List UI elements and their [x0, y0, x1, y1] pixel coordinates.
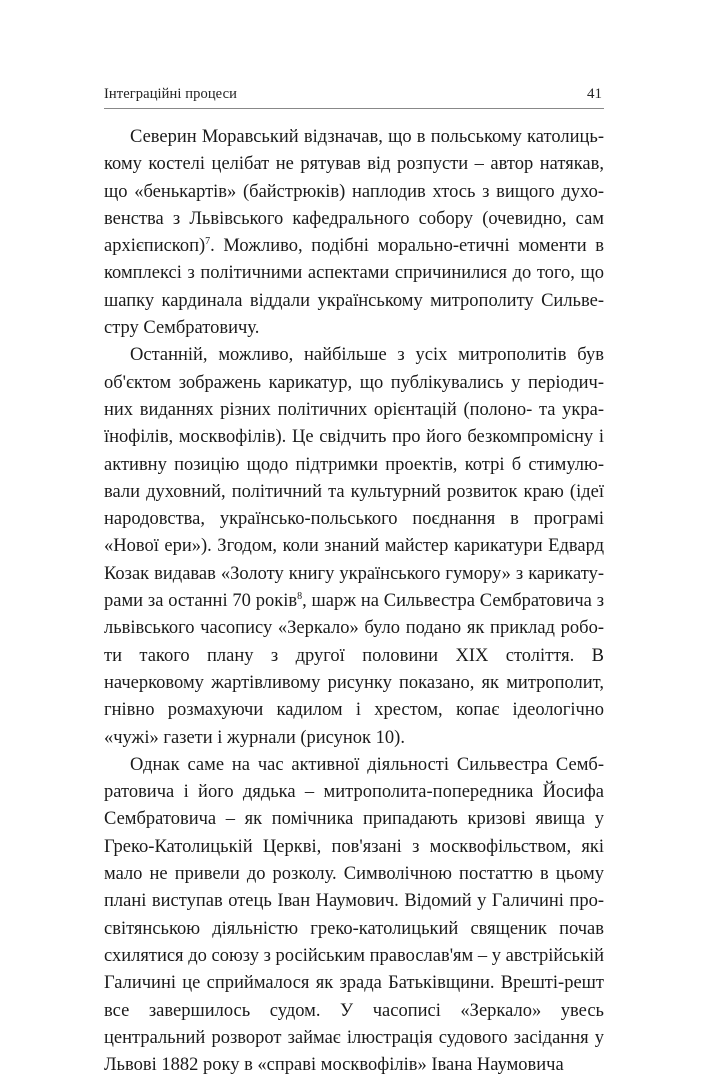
paragraph-2 — [104, 342, 604, 751]
body-text — [104, 124, 604, 1079]
paragraph-1 — [104, 124, 604, 342]
footnote-ref-7: 7 — [205, 236, 211, 248]
paragraph-1-text-b: . Можливо, подібні морально-етичні моменти в комплексі з політичними аспектами спричинилися до того, що шапку кардинала віддали українському митрополиту Сильвестру Сембратовичу. — [104, 236, 604, 339]
running-header — [104, 84, 604, 109]
page-number: 41 — [587, 86, 602, 102]
paragraph-2-text-b: , шарж на Сильвестра Сембратовича з львівського часопису «Зеркало» було подано як приклад роботи такого плану з другої половини ХІХ століття. В начерковому жартівливому рисунку показано, як митрополит, гнівно розмахуючи кадилом і хрестом, копає ідеологічно «чужі» газети і журнали (рисунок 10). — [104, 591, 604, 748]
paragraph-3-text: Однак саме на час активної діяльності Сильвестра Сембратовича і його дядька – митрополита-попередника Йосифа Сембратовича – як помічника припадають кризові явища у Греко-Католицькій Церкві, пов'язані з москвофільством, які мало не привели до розколу. Символічною постаттю в цьому плані виступав отець Іван Наумович. Відомий у Галичині просвітянською діяльністю греко-католицький священик почав схилятися до союзу з російським православ'ям – у австрійській Галичині це сприймалося як зрада Батьківщини. Врешті-решт все завершилось судом. У часописі «Зеркало» увесь центральний розворот займає ілюстрація судового засідання у Львові 1882 року в «справі москвофілів» Івана Наумовича — [104, 754, 604, 1076]
footnote-ref-8: 8 — [297, 590, 303, 602]
running-title: Інтеграційні процеси — [104, 86, 237, 102]
paragraph-3 — [104, 752, 604, 1079]
paragraph-2-text-a: Останній, можливо, найбільше з усіх митрополитів був об'єктом зображень карикатур, що публікувались у періодичних виданнях різних політичних орієнтацій (полоно- та українофілів, москвофілів). Це свідчить про його безкомпромісну і активну позицію щодо підтримки проектів, котрі б стимулювали духовний, політичний та культурний розвиток краю (ідеї народовства, українсько-польського поєднання в програмі «Нової ери»). Згодом, коли знаний майстер карикатури Едвард Козак видавав «Золоту книгу українського гумору» з карикатурами за останні 70 років — [104, 345, 604, 612]
paragraph-1-text-a: Северин Моравський відзначав, що в польському католицькому костелі целібат не рятував від розпусти – автор натякав, що «бенькартів» (байстрюків) наплодив хтось з вищого духовенства з Львівського кафедрального собору (очевидно, сам архієпископ) — [104, 127, 604, 257]
